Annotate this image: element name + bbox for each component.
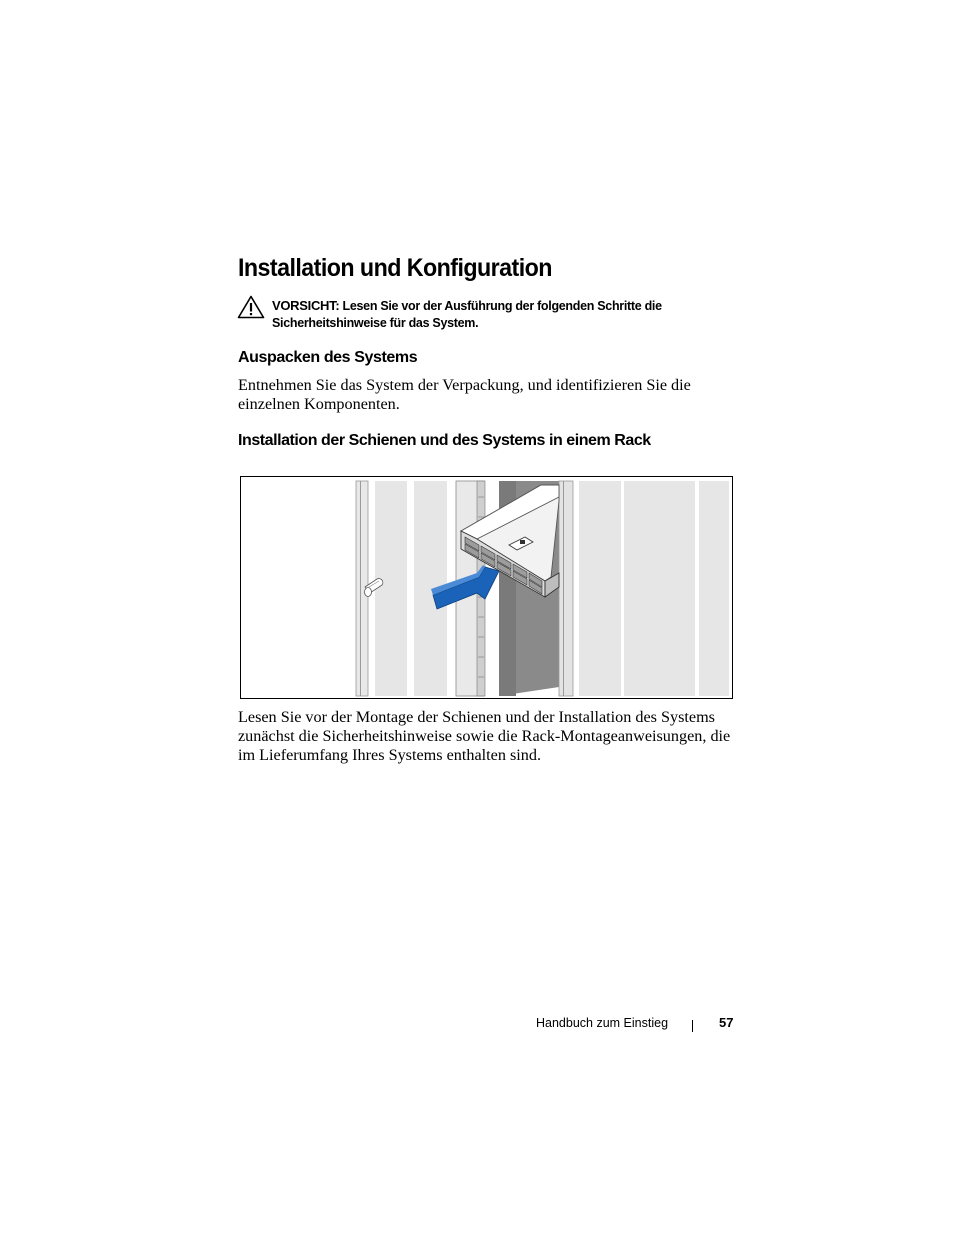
caution-note: [272, 297, 712, 332]
footer-separator: [692, 1020, 693, 1032]
rack-installation-illustration: [240, 476, 733, 699]
rack-server-illustration: [241, 477, 732, 698]
footer-document-title: Handbuch zum Einstieg: [536, 1016, 669, 1030]
caution-body: Lesen Sie vor der Ausführung der folgenden Schritte die Sicherheitshinweise für das System.: [272, 299, 662, 330]
warning-triangle-icon: [237, 295, 265, 319]
section-heading-rack-install: Installation der Schienen und des Systems in einem Rack: [238, 432, 651, 449]
caution-label: VORSICHT:: [272, 298, 340, 313]
paragraph-rack-install: Lesen Sie vor der Montage der Schienen und der Installation des Systems zunächst die Sicherheitshinweise sowie die Rack-Montageanweisungen, die im Lieferumfang Ihres Systems enthalten sind.: [238, 708, 731, 764]
page-number: 57: [719, 1015, 734, 1030]
paragraph-unpacking: Entnehmen Sie das System der Verpackung, und identifizieren Sie die einzelnen Komponenten.: [238, 376, 691, 413]
page-title: Installation und Konfiguration: [238, 254, 552, 282]
section-heading-unpacking: Auspacken des Systems: [238, 349, 418, 366]
